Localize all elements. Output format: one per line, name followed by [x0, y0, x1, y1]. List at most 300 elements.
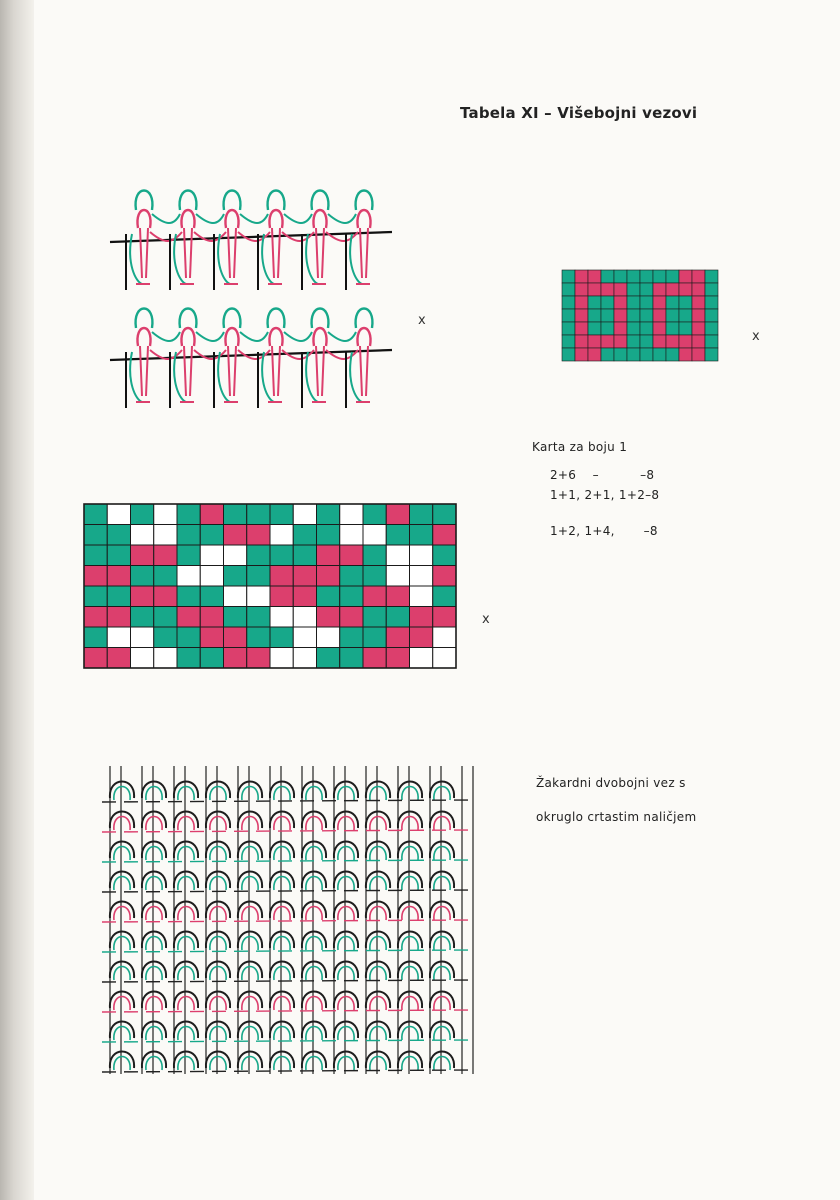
stripe-cell	[154, 586, 177, 607]
fabric-float	[102, 800, 472, 802]
stripe-cell	[340, 566, 363, 587]
stripe-cell	[433, 586, 456, 607]
loop-row-bottom-green-loop	[224, 309, 241, 329]
fabric-inner-loop	[402, 967, 418, 981]
fabric-inner-loop	[146, 907, 162, 921]
fabric-inner-loop	[370, 877, 386, 891]
card-line-1: 2+6 – –8	[550, 468, 655, 482]
loop-row-top-red-loop	[181, 210, 194, 228]
stripe-cell	[107, 545, 130, 566]
fabric-inner-loop	[114, 1057, 130, 1071]
pattern-cell	[679, 348, 692, 361]
stripe-cell	[386, 525, 409, 546]
pattern-cell	[575, 335, 588, 348]
fabric-inner-loop	[146, 787, 162, 801]
loop-row-top-green-loop	[356, 191, 373, 211]
stripe-cell	[363, 566, 386, 587]
pattern-cell	[705, 322, 718, 335]
pattern-cell	[679, 309, 692, 322]
stripe-cell	[154, 545, 177, 566]
stripe-cell	[107, 504, 130, 525]
fabric-inner-loop	[114, 937, 130, 951]
fabric-inner-loop	[210, 817, 226, 831]
stripe-cell	[154, 607, 177, 628]
pattern-cell	[575, 309, 588, 322]
pattern-cell	[640, 283, 653, 296]
stripe-cell	[317, 545, 340, 566]
loop-row-top-red-leg	[184, 228, 192, 278]
pattern-cell	[640, 309, 653, 322]
fabric-inner-loop	[146, 997, 162, 1011]
loop-row-top-red-leg	[360, 228, 368, 278]
loop-row-top-red-sinker	[282, 232, 314, 241]
fabric-inner-loop	[338, 1027, 354, 1041]
stripe-cell	[131, 525, 154, 546]
stripe-cell	[410, 607, 433, 628]
pattern-cell	[588, 309, 601, 322]
stripe-cell	[270, 627, 293, 648]
card-line-3: 1+2, 1+4, –8	[550, 524, 658, 538]
stripe-cell	[177, 504, 200, 525]
fabric-float	[102, 1010, 472, 1012]
stripe-cell	[433, 545, 456, 566]
fabric-inner-loop	[242, 997, 258, 1011]
pattern-cell	[666, 335, 679, 348]
pattern-cell	[562, 322, 575, 335]
stripe-cell	[433, 525, 456, 546]
stripe-cell	[177, 566, 200, 587]
loop-row-bottom-red-leg	[228, 346, 236, 396]
fabric-float	[102, 830, 472, 832]
fabric-inner-loop	[178, 1057, 194, 1071]
fabric-inner-loop	[114, 817, 130, 831]
pattern-cell	[653, 348, 666, 361]
loop-row-top-green-loop	[180, 191, 197, 211]
pattern-cell	[705, 309, 718, 322]
fabric-inner-loop	[274, 1057, 290, 1071]
stripe-cell	[386, 607, 409, 628]
stripe-cell	[84, 545, 107, 566]
loop-row-top-green-loop	[268, 191, 285, 211]
stripe-cell	[107, 525, 130, 546]
pattern-cell	[575, 348, 588, 361]
stripe-cell	[293, 545, 316, 566]
pattern-cell	[588, 283, 601, 296]
stripe-cell	[84, 627, 107, 648]
fabric-inner-loop	[306, 847, 322, 861]
stripe-cell	[107, 607, 130, 628]
pattern-cell	[588, 322, 601, 335]
stripe-cell	[200, 607, 223, 628]
stripe-cell	[224, 648, 247, 669]
pattern-cell	[614, 270, 627, 283]
fabric-inner-loop	[178, 847, 194, 861]
stripe-cell	[270, 586, 293, 607]
pattern-cell	[653, 309, 666, 322]
loop-row-top-red-loop	[137, 210, 150, 228]
fabric-inner-loop	[210, 1027, 226, 1041]
fabric-inner-loop	[402, 1027, 418, 1041]
fabric-inner-loop	[274, 1027, 290, 1041]
fabric-inner-loop	[306, 1057, 322, 1071]
stripe-cell	[386, 648, 409, 669]
loop-row-top-green-sinker	[196, 214, 224, 223]
fabric-inner-loop	[306, 907, 322, 921]
stripe-cell	[84, 566, 107, 587]
fabric-float	[102, 1040, 472, 1042]
stripe-cell	[247, 607, 270, 628]
fabric-inner-loop	[242, 967, 258, 981]
pattern-cell	[575, 322, 588, 335]
fabric-float	[102, 920, 472, 922]
fabric-inner-loop	[210, 937, 226, 951]
pattern-cell	[588, 296, 601, 309]
fabric-inner-loop	[370, 967, 386, 981]
stripe-cell	[224, 525, 247, 546]
loop-row-bottom-red-loop	[137, 328, 150, 346]
pattern-cell	[705, 283, 718, 296]
pattern-cell	[601, 322, 614, 335]
fabric-inner-loop	[338, 967, 354, 981]
fabric-inner-loop	[274, 997, 290, 1011]
pattern-cell	[640, 348, 653, 361]
loop-row-bottom-red-leg	[140, 346, 148, 396]
knit-fabric-illustration	[96, 762, 478, 1080]
caption-line-2: okruglo crtastim naličjem	[536, 810, 697, 824]
fabric-inner-loop	[338, 937, 354, 951]
stripe-cell	[84, 648, 107, 669]
stripe-cell	[224, 545, 247, 566]
pattern-cell	[627, 296, 640, 309]
pattern-cell	[705, 296, 718, 309]
fabric-inner-loop	[434, 997, 450, 1011]
pattern-cell	[666, 348, 679, 361]
loop-row-top-green-sinker	[284, 214, 312, 223]
stripe-cell	[433, 607, 456, 628]
fabric-inner-loop	[274, 847, 290, 861]
fabric-inner-loop	[370, 847, 386, 861]
stripe-cell	[107, 627, 130, 648]
loop-row-top-red-leg	[228, 228, 236, 278]
fabric-inner-loop	[434, 907, 450, 921]
stripe-cell	[131, 586, 154, 607]
stripe-cell	[317, 504, 340, 525]
loop-row-top-green-loop	[224, 191, 241, 211]
stripe-cell	[131, 504, 154, 525]
color-stripe-grid	[80, 500, 462, 672]
stripe-cell	[363, 545, 386, 566]
fabric-inner-loop	[402, 817, 418, 831]
stripe-cell	[154, 566, 177, 587]
stripe-cell	[224, 586, 247, 607]
fabric-inner-loop	[242, 877, 258, 891]
fabric-inner-loop	[434, 1057, 450, 1071]
stripe-cell	[177, 627, 200, 648]
stripe-cell	[247, 504, 270, 525]
fabric-inner-loop	[242, 1027, 258, 1041]
loop-row-bottom-red-leg	[360, 346, 368, 396]
stripe-cell	[131, 627, 154, 648]
card-line-2: 1+1, 2+1, 1+2–8	[550, 488, 660, 502]
pattern-cell	[562, 296, 575, 309]
stripe-cell	[317, 607, 340, 628]
pattern-cell	[588, 348, 601, 361]
loop-row-bottom-red-sinker	[282, 350, 314, 359]
stripe-cell	[247, 525, 270, 546]
stripe-cell	[410, 545, 433, 566]
loop-row-bottom-green-loop	[136, 309, 153, 329]
fabric-inner-loop	[274, 817, 290, 831]
pattern-cell	[627, 309, 640, 322]
fabric-inner-loop	[306, 967, 322, 981]
fabric-inner-loop	[178, 877, 194, 891]
stripe-cell	[386, 545, 409, 566]
stripe-cell	[293, 525, 316, 546]
fabric-inner-loop	[306, 1027, 322, 1041]
fabric-inner-loop	[146, 847, 162, 861]
stripe-cell	[177, 545, 200, 566]
pattern-cell	[679, 296, 692, 309]
pattern-cell	[692, 309, 705, 322]
stripe-cell	[410, 648, 433, 669]
stripe-cell	[247, 627, 270, 648]
fabric-inner-loop	[338, 847, 354, 861]
stripe-cell	[293, 648, 316, 669]
loop-row-top-green-loop	[136, 191, 153, 211]
fabric-inner-loop	[114, 1027, 130, 1041]
fabric-inner-loop	[274, 907, 290, 921]
pattern-cell	[575, 283, 588, 296]
fabric-inner-loop	[402, 997, 418, 1011]
pattern-cell	[562, 335, 575, 348]
stripe-cell	[410, 525, 433, 546]
stripe-cell	[433, 648, 456, 669]
fabric-inner-loop	[242, 847, 258, 861]
stripe-cell	[433, 504, 456, 525]
pattern-cell	[653, 322, 666, 335]
pattern-cell	[640, 335, 653, 348]
pattern-cell	[692, 296, 705, 309]
fabric-inner-loop	[370, 787, 386, 801]
stripe-cell	[386, 566, 409, 587]
pattern-cell	[653, 296, 666, 309]
stripe-cell	[131, 566, 154, 587]
stripe-cell	[317, 525, 340, 546]
stripe-cell	[270, 504, 293, 525]
fabric-inner-loop	[306, 937, 322, 951]
fabric-inner-loop	[242, 817, 258, 831]
fabric-inner-loop	[306, 817, 322, 831]
stripe-cell	[154, 627, 177, 648]
fabric-inner-loop	[210, 997, 226, 1011]
loop-row-bottom-red-loop	[313, 328, 326, 346]
fabric-inner-loop	[178, 967, 194, 981]
pattern-cell	[679, 335, 692, 348]
fabric-inner-loop	[146, 937, 162, 951]
loop-row-bottom-red-leg	[184, 346, 192, 396]
stripe-cell	[410, 566, 433, 587]
pattern-cell	[666, 322, 679, 335]
fabric-inner-loop	[434, 877, 450, 891]
pattern-cell	[562, 348, 575, 361]
stripe-cell	[270, 545, 293, 566]
fabric-inner-loop	[370, 907, 386, 921]
stripe-cell	[433, 566, 456, 587]
fabric-inner-loop	[210, 847, 226, 861]
stripe-cell	[131, 648, 154, 669]
fabric-inner-loop	[434, 937, 450, 951]
fabric-inner-loop	[178, 907, 194, 921]
loop-row-top-red-loop	[313, 210, 326, 228]
stripe-cell	[154, 525, 177, 546]
stripe-cell	[317, 586, 340, 607]
stripe-cell	[200, 545, 223, 566]
stripe-cell	[247, 586, 270, 607]
book-spine-shadow	[0, 0, 34, 1200]
stripe-cell	[177, 586, 200, 607]
fabric-inner-loop	[242, 907, 258, 921]
fabric-inner-loop	[434, 787, 450, 801]
stripe-cell	[293, 586, 316, 607]
fabric-inner-loop	[114, 877, 130, 891]
loop-row-bottom-red-loop	[357, 328, 370, 346]
loop-row-bottom-green-sinker	[284, 332, 312, 341]
fabric-inner-loop	[146, 967, 162, 981]
fabric-inner-loop	[434, 817, 450, 831]
stripe-cell	[270, 607, 293, 628]
pattern-cell	[640, 296, 653, 309]
loop-row-top-red-loop	[357, 210, 370, 228]
loop-row-top-green-sinker	[152, 214, 180, 223]
stripe-cell	[340, 525, 363, 546]
stripe-cell	[224, 607, 247, 628]
pattern-cell	[562, 309, 575, 322]
stripe-cell	[410, 586, 433, 607]
fabric-inner-loop	[210, 967, 226, 981]
loop-row-bottom-red-loop	[181, 328, 194, 346]
pattern-cell	[601, 335, 614, 348]
pattern-cell	[562, 270, 575, 283]
stripe-cell	[177, 648, 200, 669]
stripe-cell	[84, 525, 107, 546]
stripe-cell	[293, 627, 316, 648]
fabric-inner-loop	[146, 1057, 162, 1071]
stripe-cell	[247, 566, 270, 587]
caption-line-1: Žakardni dvobojni vez s	[536, 776, 686, 790]
pattern-cell	[679, 283, 692, 296]
page-title: Tabela XI – Višebojni vezovi	[460, 104, 698, 122]
pattern-cell	[575, 270, 588, 283]
loop-row-top-green-loop	[312, 191, 329, 211]
loop-row-bottom-green-sinker	[196, 332, 224, 341]
stripe-cell	[340, 504, 363, 525]
stripe-cell	[363, 648, 386, 669]
pattern-cell	[692, 322, 705, 335]
fabric-inner-loop	[338, 877, 354, 891]
loop-row-bottom-green-loop	[356, 309, 373, 329]
loop-row-bottom-green-sinker	[152, 332, 180, 341]
fabric-inner-loop	[210, 877, 226, 891]
pattern-cell	[679, 322, 692, 335]
stripe-cell	[84, 607, 107, 628]
pattern-cell	[601, 283, 614, 296]
pattern-cell	[627, 348, 640, 361]
stripe-cell	[107, 648, 130, 669]
loop-row-bottom-green-loop	[312, 309, 329, 329]
stripe-cell	[84, 586, 107, 607]
stripe-cell	[131, 607, 154, 628]
fabric-inner-loop	[114, 907, 130, 921]
stripe-cell	[363, 607, 386, 628]
pattern-cell	[692, 283, 705, 296]
fabric-inner-loop	[210, 1057, 226, 1071]
fabric-inner-loop	[274, 787, 290, 801]
fabric-inner-loop	[434, 1027, 450, 1041]
fabric-float	[102, 860, 472, 862]
fabric-inner-loop	[370, 817, 386, 831]
fabric-float	[102, 950, 472, 952]
loop-row-bottom-green-sinker	[240, 332, 268, 341]
stripe-cell	[317, 566, 340, 587]
pattern-cell	[666, 309, 679, 322]
stripe-cell	[340, 648, 363, 669]
pattern-cell	[627, 270, 640, 283]
pattern-cell	[692, 335, 705, 348]
stripe-cell	[200, 586, 223, 607]
stripe-cell	[340, 627, 363, 648]
pattern-chart-grid	[558, 268, 728, 372]
stripe-cell	[270, 648, 293, 669]
pattern-cell	[614, 322, 627, 335]
fabric-inner-loop	[210, 907, 226, 921]
stripe-cell	[340, 607, 363, 628]
stripe-cell	[247, 545, 270, 566]
fabric-inner-loop	[434, 847, 450, 861]
stripe-cell	[363, 627, 386, 648]
fabric-inner-loop	[242, 937, 258, 951]
stripe-cell	[107, 586, 130, 607]
pattern-cell	[601, 270, 614, 283]
stripe-cell	[154, 648, 177, 669]
fabric-inner-loop	[242, 1057, 258, 1071]
pattern-cell	[627, 322, 640, 335]
stripe-cell	[363, 586, 386, 607]
x-marker-loops: x	[418, 313, 426, 328]
pattern-cell	[666, 296, 679, 309]
fabric-inner-loop	[370, 997, 386, 1011]
fabric-inner-loop	[178, 937, 194, 951]
fabric-inner-loop	[338, 787, 354, 801]
pattern-cell	[666, 270, 679, 283]
fabric-inner-loop	[178, 997, 194, 1011]
fabric-inner-loop	[402, 787, 418, 801]
pattern-cell	[601, 296, 614, 309]
stripe-cell	[293, 566, 316, 587]
fabric-inner-loop	[146, 877, 162, 891]
pattern-cell	[666, 283, 679, 296]
fabric-inner-loop	[146, 1027, 162, 1041]
pattern-cell	[640, 270, 653, 283]
fabric-inner-loop	[178, 787, 194, 801]
fabric-inner-loop	[242, 787, 258, 801]
stripe-cell	[200, 566, 223, 587]
stripe-cell	[386, 627, 409, 648]
stripe-cell	[270, 525, 293, 546]
fabric-inner-loop	[306, 997, 322, 1011]
stripe-cell	[386, 504, 409, 525]
pattern-cell	[653, 270, 666, 283]
fabric-inner-loop	[338, 1057, 354, 1071]
